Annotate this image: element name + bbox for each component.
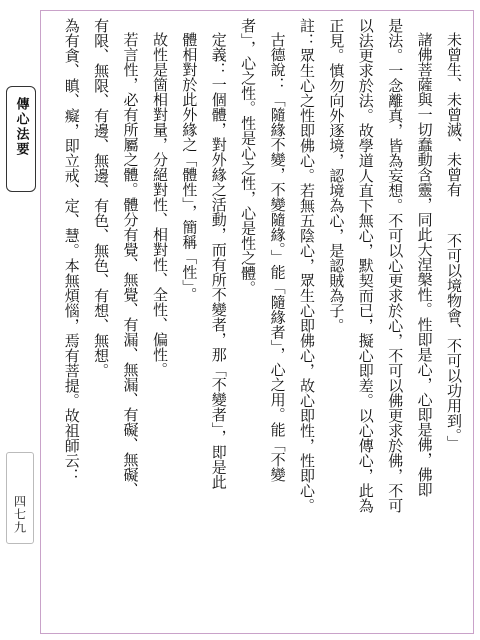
text-column-7: 古德說：「隨緣不變，不變隨緣。」能「隨緣者」，心之用。能「不變: [268, 32, 287, 482]
page-number: 四七九: [12, 495, 27, 534]
text-column-3: 是法。一念離真，皆為妄想。不可以心更求於心，不可以佛更求於佛，不可: [386, 18, 405, 513]
text-column-13: 有限、無限、有邊、無邊、有色、無色、有想、無想。: [92, 18, 111, 378]
text-column-4: 以法更求於法。故學道人直下無心，默契而已，擬心即差。以心傳心，此為: [356, 18, 375, 513]
text-column-11: 故性是箇相對量，分絕對性、相對性、全性、偏性。: [150, 32, 169, 377]
page-number-box: [6, 452, 34, 544]
column-1-tail: 不可以境物會、不可以功用到。」: [445, 233, 463, 451]
text-column-14: 為有貪、瞋、癡，即立戒、定、慧。本無煩惱，焉有菩提。故祖師云：: [62, 18, 81, 483]
text-column-10: 體相對於此外緣之「體性」，簡稱「性」。: [180, 32, 199, 302]
text-column-6: 註：眾生心之性即佛心。若無五陰心，眾生心即佛心，故心即性，性即心。: [297, 18, 316, 513]
column-1-head: 未曾生、未曾滅、未曾有: [445, 32, 463, 197]
section-tab-label: 傳心法要: [13, 97, 29, 157]
section-tab[interactable]: [6, 86, 36, 192]
body-text: [48, 18, 468, 630]
text-column-8: 者」，心之性。性是心之性，心是性之體。: [239, 18, 258, 296]
text-column-5: 正見。慎勿向外逐境，認境為心，是認賊為子。: [327, 18, 346, 333]
text-column-1: [439, 18, 468, 630]
text-column-9: 定義：一個體，對外緣之活動，而有所不變者，那「不變者」，即是此: [209, 32, 228, 490]
text-column-2: 諸佛菩薩與一切蠢動含靈，同此大涅槃性。性即是心，心即是佛，佛即: [415, 32, 434, 497]
text-column-12: 若言性，必有所屬之體。體分有覺、無覺、有漏、無漏、有礙、無礙、: [121, 32, 140, 497]
